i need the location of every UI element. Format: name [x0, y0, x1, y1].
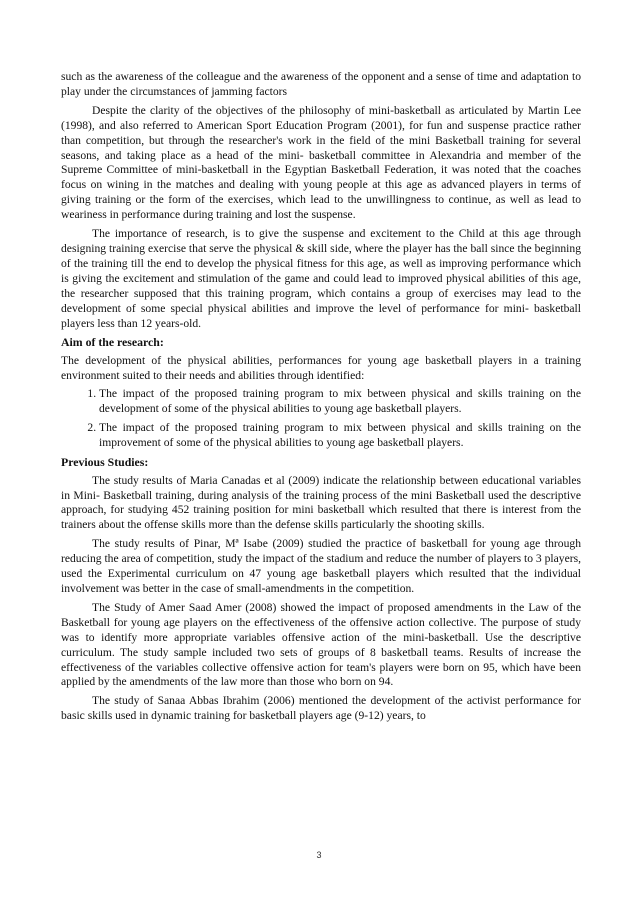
- aim-item-1: 1. The impact of the proposed training program to mix between physical and skills training on the development of some of the physical abilities to young age basketball players.: [99, 387, 581, 417]
- heading-aim: Aim of the research:: [61, 335, 164, 350]
- paragraph-aim: The development of the physical abilities, performances for young age basketball players in a training environment suited to their needs and abilities through identified:: [61, 354, 581, 383]
- paragraph-intro: such as the awareness of the colleague and the awareness of the opponent and a sense of time and adaptation to play under the circumstances of jamming factors: [61, 70, 581, 98]
- page-number: 3: [316, 850, 322, 860]
- paragraph-study-canadas: The study results of Maria Canadas et al (2009) indicate the relationship between educational variables in Mini- Basketball training, during analysis of the training process of the mini Basketball used the descriptive approach, for studying 452 training position for mini basketball which resulted that there is interest from the trainers about the offense skills more than the defense skills particularly the shooting skills.: [61, 473, 581, 532]
- paragraph-study-amer: The Study of Amer Saad Amer (2008) showed the impact of proposed amendments in the Law of the Basketball for young age players on the effectiveness of the offensive action collective. The purpose of study was to identify more appropriate variables offensive action of the mini-basketball. Use the descriptive curriculum. The study sample included two sets of groups of 8 basketball teams. Results of increase the effectiveness of the variables collective offensive action for team's players were born on 95, which have been applied by the amendments of the law more than those who born on 94.: [61, 600, 581, 689]
- heading-previous-studies: Previous Studies:: [61, 454, 149, 469]
- aim-list: [61, 387, 581, 451]
- paragraph-study-sanaa: The study of Sanaa Abbas Ibrahim (2006) mentioned the development of the activist performance for basic skills used in dynamic training for basketball players age (9-12) years, to: [61, 694, 581, 723]
- paragraph-despite: Despite the clarity of the objectives of the philosophy of mini-basketball as articulated by Martin Lee (1998), and also referred to American Sport Education Program (2001), for fun and suspense practice rather than competition, but through the researcher's work in the field of the mini Basketball training for several seasons, and taking place as a head of the mini- basketball committee in Alexandria and member of the Supreme Committee of mini-basketball in the Egyptian Basketball Federation, it was noted that the coaches focus on wining in the matches and dealing with young people at this age as advanced players in terms of giving training or the form of the exercises, which lead to the unwillingness to continue, as well as lead to weariness in performance during training and lost the suspense.: [61, 103, 581, 222]
- paragraph-importance: The importance of research, is to give the suspense and excitement to the Child at this age through designing training exercise that serve the physical & skill side, where the player has the ball since the beginning of the training till the end to develop the physical fitness for this age, as well as improving performance which is giving the excitement and stimulation of the game and could lead to improved physical abilities of this age, the researcher supposed that this training program, which contains a group of exercises may lead to the development of some special physical abilities and improve the level of performance for mini- basketball players less than 12 years-old.: [61, 227, 581, 330]
- aim-item-2: 2. The impact of the proposed training program to mix between physical and skills training on the improvement of some of the physical abilities to young age basketball players.: [99, 421, 581, 451]
- paragraph-study-pinar: The study results of Pinar, Mª Isabe (2009) studied the practice of basketball for young age through reducing the area of competition, study the impact of the stadium and reduce the number of players to 3 players, used the Experimental curriculum on 47 young age basketball players which resulted that the individual involvement was better in the case of small-amendments in the competition.: [61, 537, 581, 595]
- body-text: [61, 70, 581, 724]
